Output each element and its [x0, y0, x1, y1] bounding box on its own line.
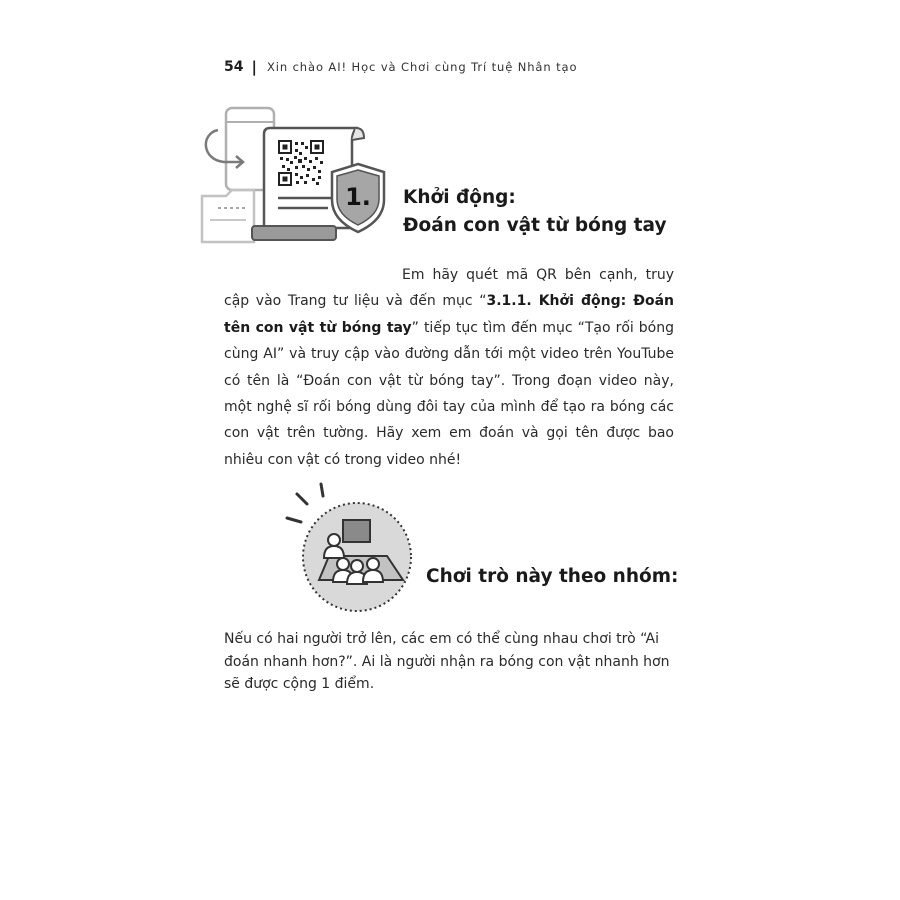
- qr-code-icon: [278, 140, 324, 186]
- running-title: Xin chào AI! Học và Chơi cùng Trí tuệ Nhân tạo: [266, 60, 578, 74]
- group-meeting-icon: [283, 480, 418, 620]
- folder-icon: [202, 190, 254, 242]
- section-heading: [403, 184, 667, 240]
- group-play-paragraph: Nếu có hai người trở lên, các em có thể cùng nhau chơi trò “Ai đoán nhanh hơn?”. Ai là người nhận ra bóng con vật nhanh hơn sẽ được cộng 1 điểm.: [224, 631, 670, 692]
- header-separator: |: [251, 58, 257, 76]
- paragraph-bold-reference: 3.1.1. Khởi động: Đoán tên con vật từ bóng tay: [224, 293, 674, 336]
- section-heading-line2: Đoán con vật từ bóng tay: [403, 215, 667, 236]
- page-number: 54: [224, 59, 244, 75]
- running-header: [224, 58, 577, 76]
- section-heading-line1: Khởi động:: [403, 187, 516, 208]
- paragraph-text-2: ” tiếp tục tìm đến mục “Tạo rối bóng cùng AI” và truy cập vào đường dẫn tới một video trên YouTube có tên là “Đoán con vật từ bóng tay”. Trong đoạn video này, một nghệ sĩ rối bóng dùng đôi tay của mình để tạo ra bóng các con vật trên tường. Hãy xem em đoán và gọi tên được bao nhiêu con vật có trong video nhé!: [224, 319, 675, 468]
- paragraph-text-1: Em hãy quét mã QR bên cạnh, truy cập vào Trang tư liệu và đến mục “: [224, 267, 674, 310]
- qr-scroll-illustration: [196, 104, 392, 254]
- group-play-heading: Chơi trò này theo nhóm:: [426, 566, 679, 587]
- badge-number: 1.: [345, 183, 371, 211]
- instruction-paragraph: [224, 262, 674, 473]
